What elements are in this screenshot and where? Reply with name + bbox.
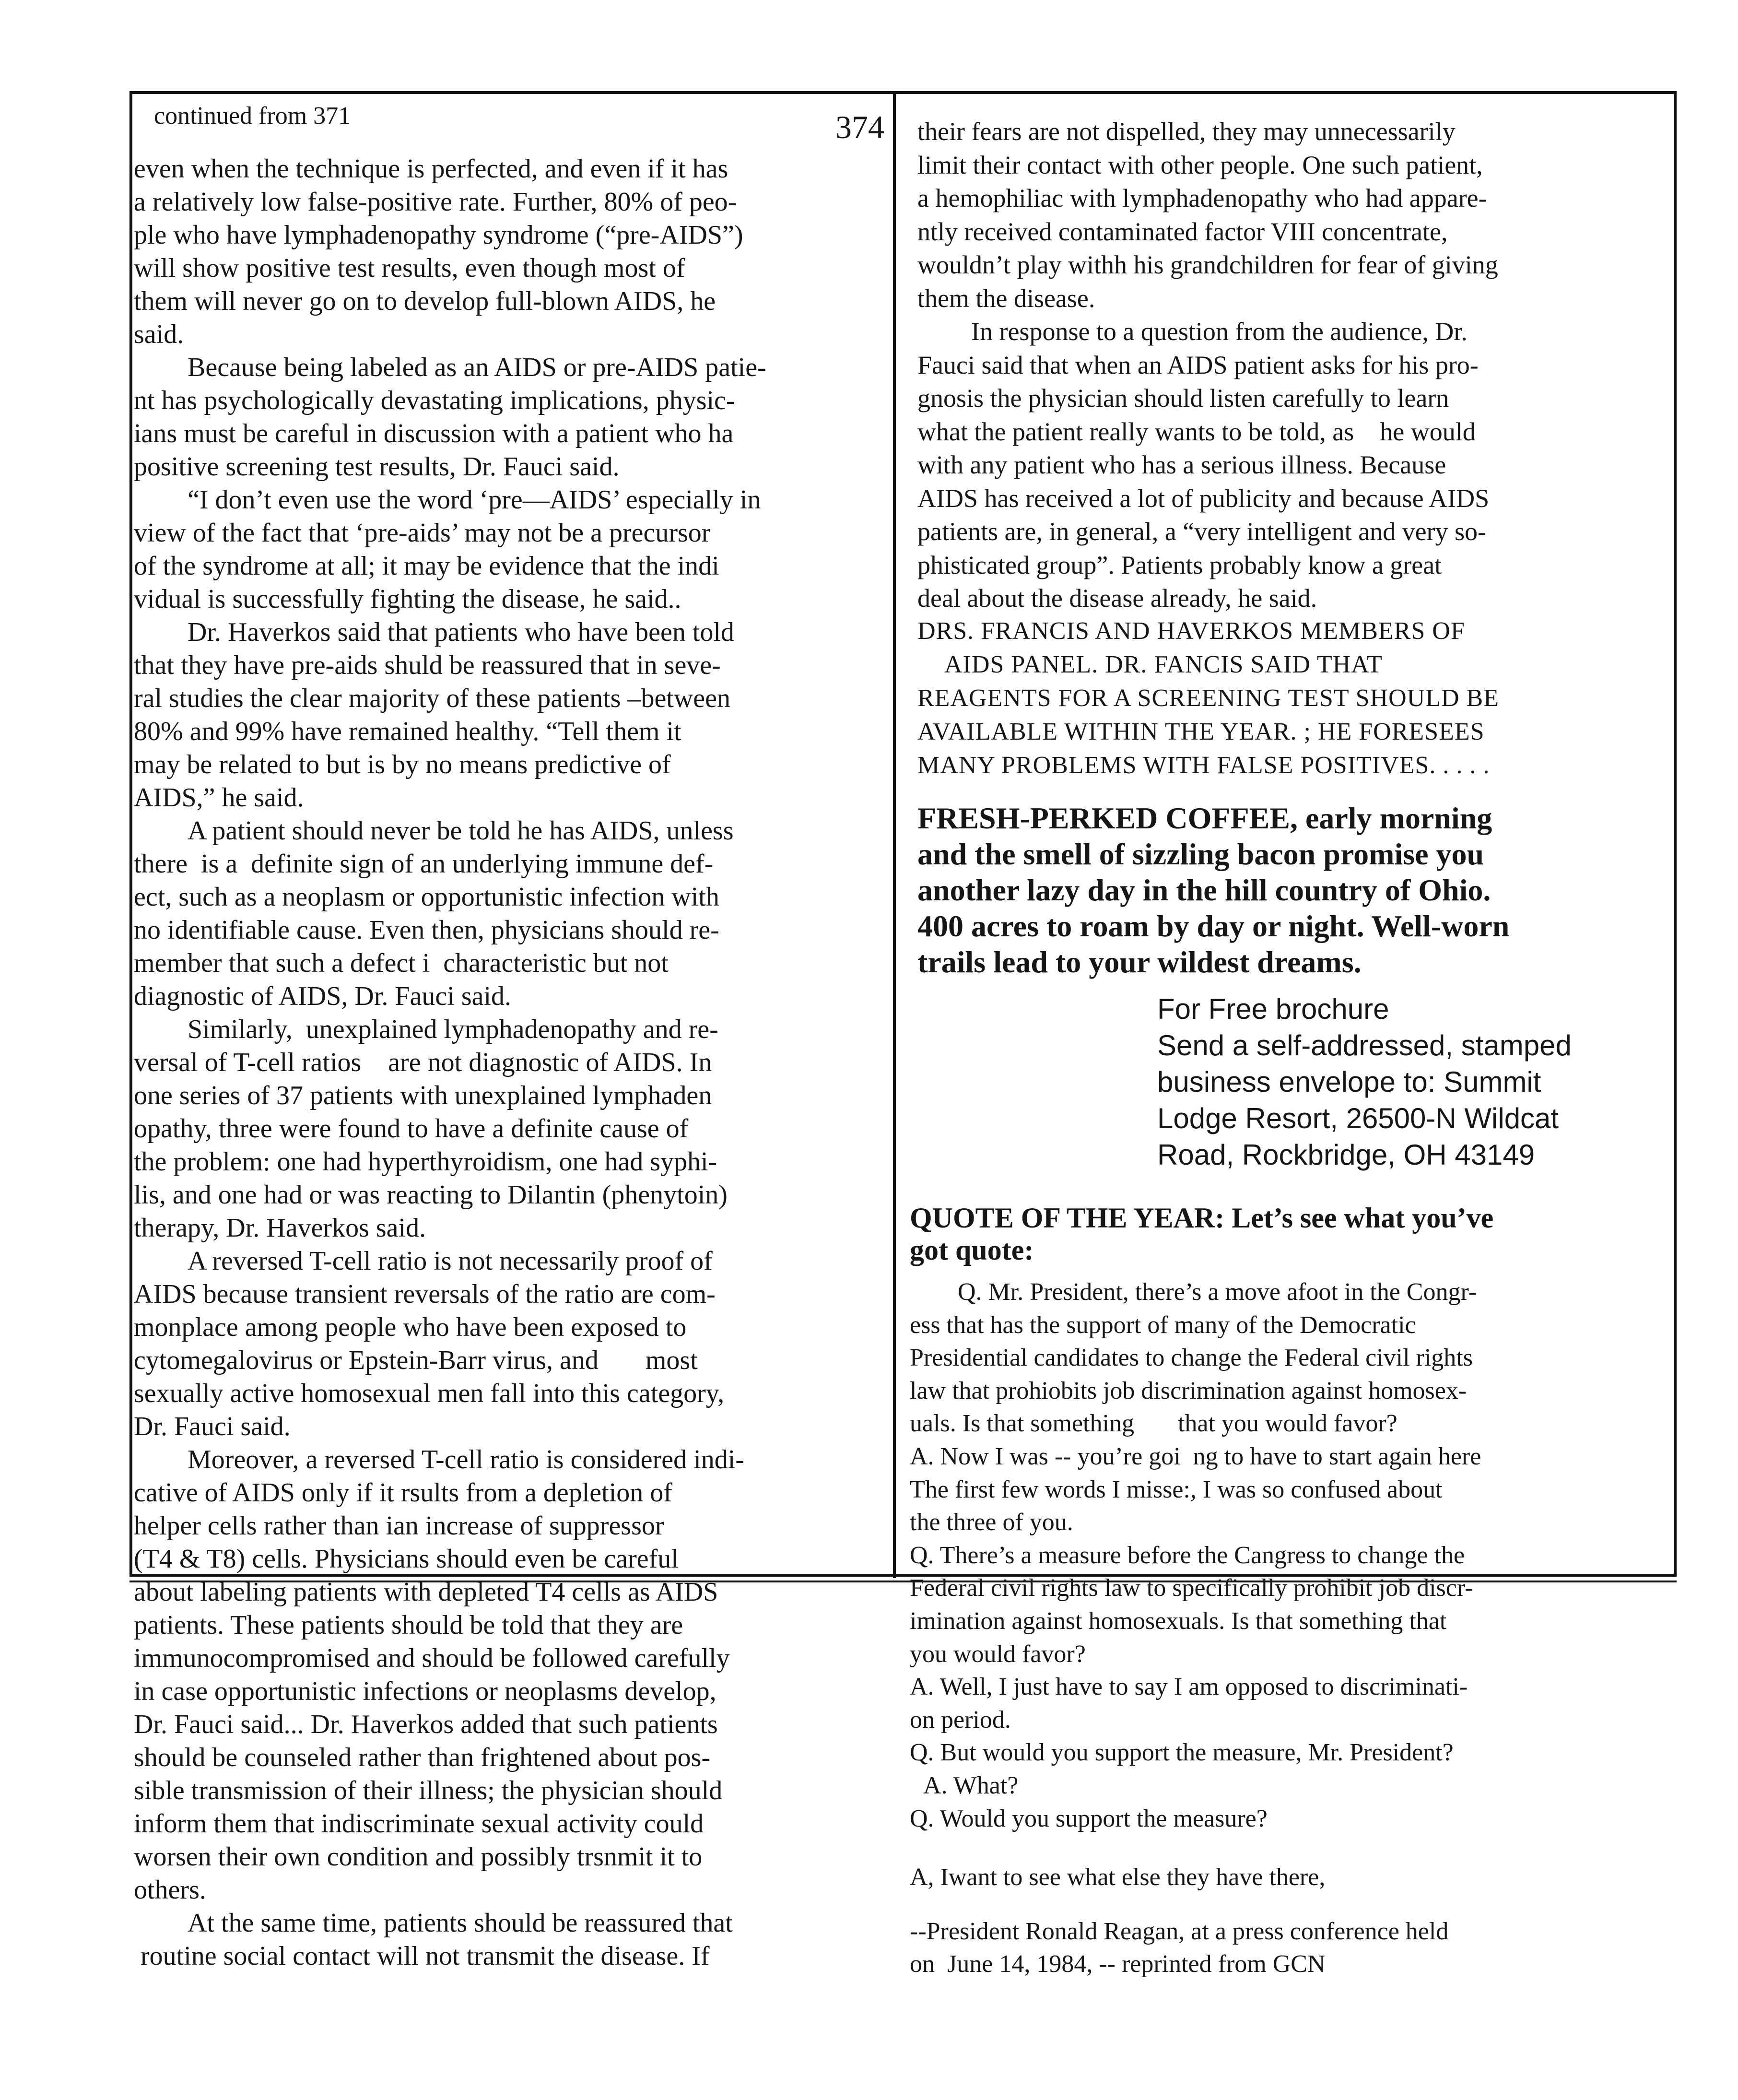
- text-line: ess that has the support of many of the Democratic: [910, 1311, 1416, 1339]
- text-line: opathy, three were found to have a definite cause of: [134, 1114, 689, 1144]
- text-line: what the patient really wants to be told, as he would: [917, 417, 1476, 446]
- text-line: phisticated group”. Patients probably know a great: [917, 550, 1442, 579]
- text-line: of the syndrome at all; it may be evidence that the indi: [134, 551, 719, 581]
- quote-title: [910, 1202, 1493, 1266]
- text-line: them the disease.: [917, 283, 1095, 313]
- text-line: routine social contact will not transmit the disease. If: [134, 1941, 710, 1971]
- text-line: should be counseled rather than frightened about pos-: [134, 1743, 711, 1772]
- text-line: Federal civil rights law to specifically prohibit job discr-: [910, 1574, 1473, 1602]
- text-line: member that such a defect i characteristic but not: [134, 948, 669, 978]
- text-line: Q. There’s a measure before the Cangress to change the: [910, 1541, 1465, 1569]
- text-line: will show positive test results, even though most of: [134, 253, 685, 283]
- left-column-article: [134, 153, 887, 1973]
- text-line: AIDS PANEL. DR. FANCIS SAID THAT: [944, 651, 1383, 678]
- panel-notice: [917, 614, 1666, 782]
- text-line: their fears are not dispelled, they may unnecessarily: [917, 117, 1456, 146]
- text-line: business envelope to: Summit: [1157, 1066, 1541, 1098]
- text-line: ect, such as a neoplasm or opportunistic infection with: [134, 882, 719, 912]
- text-line: ians must be careful in discussion with a patient who ha: [134, 419, 734, 448]
- text-line: nt has psychologically devastating implications, physic-: [134, 386, 735, 415]
- text-line: a hemophiliac with lymphadenopathy who had appare-: [917, 184, 1487, 212]
- text-line: a relatively low false-positive rate. Further, 80% of peo-: [134, 187, 737, 217]
- text-line: DRS. FRANCIS AND HAVERKOS MEMBERS OF: [917, 617, 1465, 645]
- text-line: gnosis the physician should listen carefully to learn: [917, 384, 1449, 413]
- text-line: that they have pre-aids shuld be reassured that in seve-: [134, 650, 721, 680]
- text-line: A patient should never be told he has AIDS, unless: [188, 816, 734, 846]
- text-line: Moreover, a reversed T-cell ratio is considered indi-: [188, 1445, 744, 1475]
- text-line: (T4 & T8) cells. Physicians should even be careful: [134, 1544, 679, 1574]
- text-line: QUOTE OF THE YEAR: Let’s see what you’ve: [910, 1202, 1494, 1234]
- text-line: the three of you.: [910, 1509, 1073, 1536]
- text-line: on June 14, 1984, -- reprinted from GCN: [910, 1950, 1326, 1978]
- text-line: one series of 37 patients with unexplained lymphaden: [134, 1081, 712, 1110]
- text-line: trails lead to your wildest dreams.: [917, 945, 1362, 979]
- text-line: said.: [134, 319, 184, 349]
- text-line: deal about the disease already, he said.: [917, 584, 1317, 613]
- column-divider: [893, 91, 896, 1578]
- text-line: Q. Mr. President, there’s a move afoot in the Congr-: [958, 1278, 1477, 1306]
- text-line: A. Well, I just have to say I am opposed to discriminati-: [910, 1673, 1468, 1701]
- text-line: wouldn’t play withh his grandchildren for fear of giving: [917, 250, 1498, 279]
- resort-ad-headline: [917, 800, 1670, 980]
- text-line: cytomegalovirus or Epstein-Barr virus, and most: [134, 1345, 698, 1375]
- text-line: Dr. Haverkos said that patients who have been told: [188, 617, 734, 647]
- text-line: AVAILABLE WITHIN THE YEAR. ; HE FORESEES: [917, 718, 1485, 745]
- text-line: Because being labeled as an AIDS or pre-AIDS patie-: [188, 353, 766, 382]
- text-line: ntly received contaminated factor VIII concentrate,: [917, 217, 1448, 246]
- resort-ad-contact: [1157, 991, 1572, 1173]
- text-line: “I don’t even use the word ‘pre—AIDS’ especially in: [188, 485, 761, 515]
- text-line: Similarly, unexplained lymphadenopathy and re-: [188, 1015, 718, 1044]
- text-line: with any patient who has a serious illness. Because: [917, 450, 1446, 479]
- text-line: Q. But would you support the measure, Mr. President?: [910, 1739, 1454, 1767]
- text-line: AIDS because transient reversals of the ratio are com-: [134, 1279, 716, 1309]
- text-line: you would favor?: [910, 1640, 1086, 1668]
- right-column-article: [917, 115, 1666, 615]
- text-line: Road, Rockbridge, OH 43149: [1157, 1139, 1535, 1171]
- text-line: uals. Is that something that you would favor?: [910, 1410, 1397, 1438]
- text-line: Lodge Resort, 26500-N Wildcat: [1157, 1102, 1559, 1134]
- text-line: The first few words I misse:, I was so confused about: [910, 1475, 1443, 1503]
- text-line: view of the fact that ‘pre-aids’ may not be a precursor: [134, 518, 711, 548]
- text-line: Dr. Fauci said... Dr. Haverkos added that such patients: [134, 1710, 718, 1739]
- text-line: ple who have lymphadenopathy syndrome (“pre-AIDS”): [134, 220, 743, 250]
- text-line: 400 acres to roam by day or night. Well-worn: [917, 909, 1510, 943]
- text-line: helper cells rather than ian increase of suppressor: [134, 1511, 664, 1541]
- text-line: Fauci said that when an AIDS patient asks for his pro-: [917, 350, 1479, 379]
- text-line: positive screening test results, Dr. Fauci said.: [134, 452, 620, 482]
- text-line: no identifiable cause. Even then, physicians should re-: [134, 915, 719, 945]
- text-line: monplace among people who have been exposed to: [134, 1312, 687, 1342]
- text-line: AIDS,” he said.: [134, 783, 304, 813]
- text-line: the problem: one had hyperthyroidism, one had syphi-: [134, 1147, 717, 1177]
- text-line: another lazy day in the hill country of Ohio.: [917, 873, 1491, 907]
- text-line: 80% and 99% have remained healthy. “Tell them it: [134, 717, 681, 746]
- continued-from-label: continued from 371: [154, 102, 351, 130]
- text-line: immunocompromised and should be followed carefully: [134, 1643, 730, 1673]
- text-line: versal of T-cell ratios are not diagnostic of AIDS. In: [134, 1048, 712, 1077]
- text-line: about labeling patients with depleted T4 cells as AIDS: [134, 1577, 718, 1607]
- quote-closing-line: A, Iwant to see what else they have there,: [910, 1864, 1326, 1891]
- text-line: and the smell of sizzling bacon promise you: [917, 837, 1484, 871]
- text-line: Q. Would you support the measure?: [910, 1805, 1268, 1832]
- page-number: 374: [835, 109, 884, 145]
- text-line: Send a self-addressed, stamped: [1157, 1029, 1572, 1062]
- text-line: vidual is successfully fighting the disease, he said..: [134, 584, 681, 614]
- text-line: imination against homosexuals. Is that something that: [910, 1607, 1447, 1635]
- text-line: Presidential candidates to change the Federal civil rights: [910, 1344, 1473, 1372]
- text-line: FRESH-PERKED COFFEE, early morning: [917, 801, 1492, 835]
- text-line: Dr. Fauci said.: [134, 1412, 291, 1441]
- text-line: therapy, Dr. Haverkos said.: [134, 1213, 426, 1243]
- text-line: sexually active homosexual men fall into this category,: [134, 1379, 725, 1408]
- text-line: A. What?: [923, 1771, 1019, 1799]
- text-line: cative of AIDS only if it rsults from a depletion of: [134, 1478, 672, 1508]
- text-line: patients. These patients should be told that they are: [134, 1610, 683, 1640]
- text-line: on period.: [910, 1706, 1011, 1734]
- text-line: even when the technique is perfected, and even if it has: [134, 154, 728, 184]
- text-line: in case opportunistic infections or neoplasms develop,: [134, 1676, 716, 1706]
- text-line: worsen their own condition and possibly trsnmit it to: [134, 1842, 703, 1872]
- text-line: inform them that indiscriminate sexual activity could: [134, 1809, 704, 1839]
- text-line: law that prohiobits job discrimination against homosex-: [910, 1377, 1467, 1404]
- text-line: others.: [134, 1875, 206, 1905]
- text-line: In response to a question from the audience, Dr.: [971, 317, 1468, 346]
- quote-dialogue: [910, 1276, 1481, 1835]
- text-line: lis, and one had or was reacting to Dilantin (phenytoin): [134, 1180, 728, 1210]
- text-line: sible transmission of their illness; the physician should: [134, 1776, 723, 1805]
- quote-attribution: [910, 1915, 1448, 1981]
- text-line: A. Now I was -- you’re goi ng to have to start again here: [910, 1442, 1481, 1470]
- text-line: ral studies the clear majority of these patients –between: [134, 684, 731, 713]
- text-line: diagnostic of AIDS, Dr. Fauci said.: [134, 981, 512, 1011]
- text-line: MANY PROBLEMS WITH FALSE POSITIVES. . . . .: [917, 752, 1490, 779]
- text-line: For Free brochure: [1157, 993, 1389, 1025]
- text-line: REAGENTS FOR A SCREENING TEST SHOULD BE: [917, 684, 1499, 712]
- text-line: them will never go on to develop full-blown AIDS, he: [134, 286, 716, 316]
- text-line: A reversed T-cell ratio is not necessarily proof of: [188, 1246, 713, 1276]
- text-line: there is a definite sign of an underlying immune def-: [134, 849, 714, 879]
- text-line: may be related to but is by no means predictive of: [134, 750, 671, 779]
- text-line: got quote:: [910, 1234, 1034, 1266]
- text-line: patients are, in general, a “very intelligent and very so-: [917, 517, 1487, 546]
- text-line: AIDS has received a lot of publicity and because AIDS: [917, 484, 1490, 513]
- text-line: --President Ronald Reagan, at a press conference held: [910, 1918, 1449, 1945]
- text-line: limit their contact with other people. One such patient,: [917, 150, 1483, 179]
- text-line: At the same time, patients should be reassured that: [188, 1908, 733, 1938]
